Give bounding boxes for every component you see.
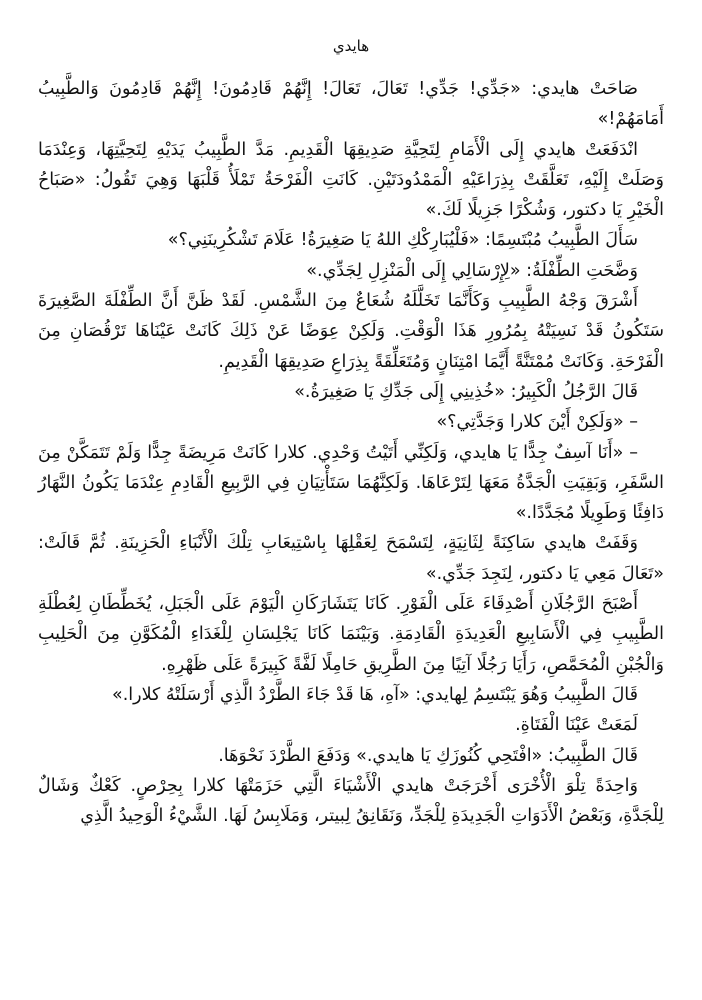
paragraph: قَالَ الطَّبِيبُ: «افْتَحِي كُنُوزَكِ يَا هايدي.» وَدَفَعَ الطَّرْدَ نَحْوَهَا. (218, 745, 638, 766)
paragraph: قَالَ الطَّبِيبُ وَهُوَ يَبْتَسِمُ لِهايدي: «آهِ، هَا قَدْ جَاءَ الطَّرْدُ الَّذِي أَرْسَلَتْهُ كلارا.» (112, 684, 638, 705)
paragraph: – «وَلَكِنْ أَيْنَ كلارا وَجَدَّتِي؟» (436, 412, 638, 433)
paragraph: أَصْبَحَ الرَّجُلَانِ أَصْدِقَاءَ عَلَى الْفَوْرِ. كَانَا يَتَشَارَكَانِ الْيَوْمَ عَلَى الْجَبَلِ، يُخَطِّطَانِ لِعُطْلَةِ الطَّبِيبِ فِي الْأَسَابِيعِ الْعَدِيدَةِ الْقَادِمَةِ. وَبَيْنَمَا كَانَا يَجْلِسَانِ لِلْغَدَاءِ الْمُكَوَّنِ مِنَ الْحَلِيبِ وَالْجُبْنِ الْمُحَمَّصِ، رَأَيَا رَجُلًا آتِيًا مِنَ الطَّرِيقِ حَامِلًا لَفَّةً كَبِيرَةً عَلَى ظَهْرِهِ. (38, 594, 664, 675)
paragraph: – «أَنَا آسِفٌ جِدًّا يَا هايدي، وَلَكِنِّي أَتَيْتُ وَحْدِي. كلارا كَانَتْ مَرِيضَةً جِدًّا وَلَمْ تَتَمَكَّنْ مِنَ السَّفَرِ، وَبَقِيَتِ الْجَدَّةُ مَعَهَا لِتَرْعَاهَا. وَلَكِنَّهُمَا سَتَأْتِيَانِ فِي الرَّبِيعِ الْقَادِمِ عِنْدَمَا يَكُونُ النَّهَارُ دَافِئًا وَطَوِيلًا مُجَدَّدًا.» (38, 442, 664, 524)
story-text (38, 74, 664, 831)
paragraph: وَاحِدَةً تِلْوَ الْأُخْرَى أَخْرَجَتْ هايدي الْأَشْيَاءَ الَّتِي حَزَمَتْهَا كلارا بِحِرْصٍ. كَعْكٌ وَشَالٌ لِلْجَدَّةِ، وَبَعْضُ الْأَدَوَاتِ الْجَدِيدَةِ لِلْجَدِّ، وَنَقَانِقُ لِبيتر، وَمَلَابِسُ لَهَا. الشَّيْءُ الْوَحِيدُ الَّذِي (38, 775, 664, 827)
paragraph: سَأَلَ الطَّبِيبُ مُبْتَسِمًا: «فَلْيُبَارِكْكِ اللهُ يَا صَغِيرَةُ! عَلَامَ تَشْكُرِينَنِي؟» (167, 230, 638, 251)
page-header-title: هايدي (332, 37, 370, 55)
paragraph: أَشْرَقَ وَجْهُ الطَّبِيبِ وَكَأَنَّمَا تَخَلَّلَهُ شُعَاعٌ مِنَ الشَّمْسِ. لَقَدْ ظَنَّ أَنَّ الطِّفْلَةَ الصَّغِيرَةَ سَتَكُونُ قَدْ نَسِيَتْهُ بِمُرُورِ هَذَا الْوَقْتِ. وَلَكِنْ عِوَضًا عَنْ ذَلِكَ كَانَتْ عَيْنَاهَا تَرْقُصَانِ مِنَ الْفَرْحَةِ. وَكَانَتْ مُمْتَنَّةً أَيَّمَا امْتِنَانٍ وَمُتَعَلِّقَةً بِذِرَاعِ صَدِيقِهَا الْقَدِيمِ. (38, 291, 664, 372)
paragraph: وَضَّحَتِ الطِّفْلَةُ: «لِإِرْسَالِي إِلَى الْمَنْزِلِ لِجَدِّي.» (306, 260, 638, 281)
paragraph: انْدَفَعَتْ هايدي إِلَى الْأَمَامِ لِتَحِيَّةِ صَدِيقِهَا الْقَدِيمِ. مَدَّ الطَّبِيبُ يَدَيْهِ لِتَحِيَّتِهَا، وَعِنْدَمَا وَصَلَتْ إِلَيْهِ، تَعَلَّقَتْ بِذِرَاعَيْهِ الْمَمْدُودَتَيْنِ. كَانَتِ الْفَرْحَةُ تَمْلَأُ قَلْبَهَا وَهِيَ تَقُولُ: «صَبَاحُ الْخَيْرِ يَا دكتور، وَشُكْرًا جَزِيلًا لَكَ.» (38, 139, 664, 221)
paragraph: لَمَعَتْ عَيْنَا الْفَتَاةِ. (515, 715, 638, 736)
paragraph: وَقَفَتْ هايدي سَاكِنَةً لِثَانِيَةٍ، لِتَسْمَحَ لِعَقْلِهَا بِاسْتِيعَابِ تِلْكَ الْأَنْبَاءِ الْحَزِينَةِ. ثُمَّ قَالَتْ: «تَعَالَ مَعِي يَا دكتور، لِنَجِدَ جَدِّي.» (38, 533, 664, 584)
paragraph: قَالَ الرَّجُلُ الْكَبِيرُ: «خُذِينِي إِلَى جَدِّكِ يَا صَغِيرَةُ.» (294, 381, 638, 402)
paragraph: صَاحَتْ هايدي: «جَدِّي! جَدِّي! تَعَالَ، تَعَالَ! إِنَّهُمْ قَادِمُونَ! إِنَّهُمْ قَادِمُونَ وَالطَّبِيبُ أَمَامَهُمْ!» (38, 79, 664, 130)
